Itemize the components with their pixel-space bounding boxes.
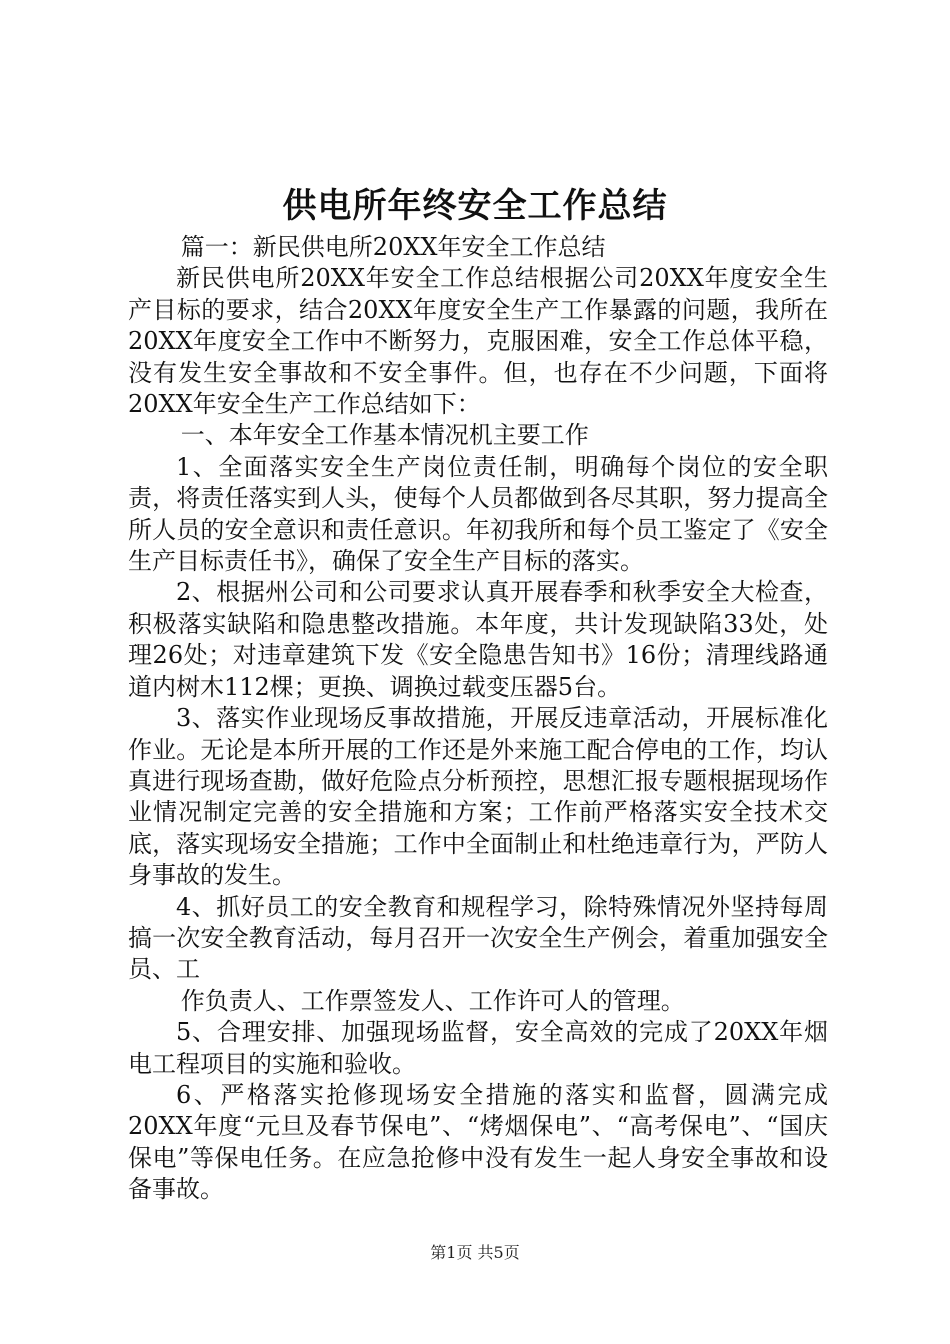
page-footer: 第1页 共5页	[430, 1243, 520, 1262]
document-body	[128, 232, 828, 1206]
item-paragraph-4-continued: 作负责人、工作票签发人、工作许可人的管理。	[180, 986, 685, 1015]
section-heading-part-one: 篇一：新民供电所20XX年安全工作总结	[180, 233, 606, 261]
item-paragraph-2: 2、根据州公司和公司要求认真开展春季和秋季安全大检查，积极落实缺陷和隐患整改措施。本年度，共计发现缺陷33处，处理26处；对违章建筑下发《安全隐患告知书》16份；清理线路通道内树木112棵；更换、调换过载变压器5台。	[128, 578, 828, 701]
item-paragraph-4: 4、抓好员工的安全教育和规程学习，除特殊情况外坚持每周搞一次安全教育活动，每月召开一次安全生产例会，着重加强安全员、工	[128, 892, 828, 984]
intro-paragraph: 新民供电所20XX年安全工作总结根据公司20XX年度安全生产目标的要求，结合20XX年度安全生产工作暴露的问题，我所在20XX年度安全工作中不断努力，克服困难，安全工作总体平稳，没有发生安全事故和不安全事件。但，也存在不少问题，下面将20XX年安全生产工作总结如下：	[128, 264, 828, 419]
item-paragraph-3: 3、落实作业现场反事故措施，开展反违章活动，开展标准化作业。无论是本所开展的工作还是外来施工配合停电的工作，均认真进行现场查勘，做好危险点分析预控，思想汇报专题根据现场作业情况制定完善的安全措施和方案；工作前严格落实安全技术交底，落实现场安全措施；工作中全面制止和杜绝违章行为，严防人身事故的发生。	[128, 704, 828, 890]
document-title: 供电所年终安全工作总结	[282, 186, 668, 226]
item-paragraph-1: 1、全面落实安全生产岗位责任制，明确每个岗位的安全职责，将责任落实到人头，使每个人员都做到各尽其职，努力提高全所人员的安全意识和责任意识。年初我所和每个员工鉴定了《安全生产目标责任书》，确保了安全生产目标的落实。	[128, 452, 828, 576]
item-paragraph-5: 5、合理安排、加强现场监督，安全高效的完成了20XX年烟电工程项目的实施和验收。	[128, 1018, 828, 1078]
item-paragraph-6: 6、严格落实抢修现场安全措施的落实和监督，圆满完成20XX年度“元旦及春节保电”、“烤烟保电”、“高考保电”、“国庆保电”等保电任务。在应急抢修中没有发生一起人身安全事故和设备事故。	[128, 1080, 828, 1204]
section-heading-main-work: 一、本年安全工作基本情况机主要工作	[180, 421, 589, 450]
